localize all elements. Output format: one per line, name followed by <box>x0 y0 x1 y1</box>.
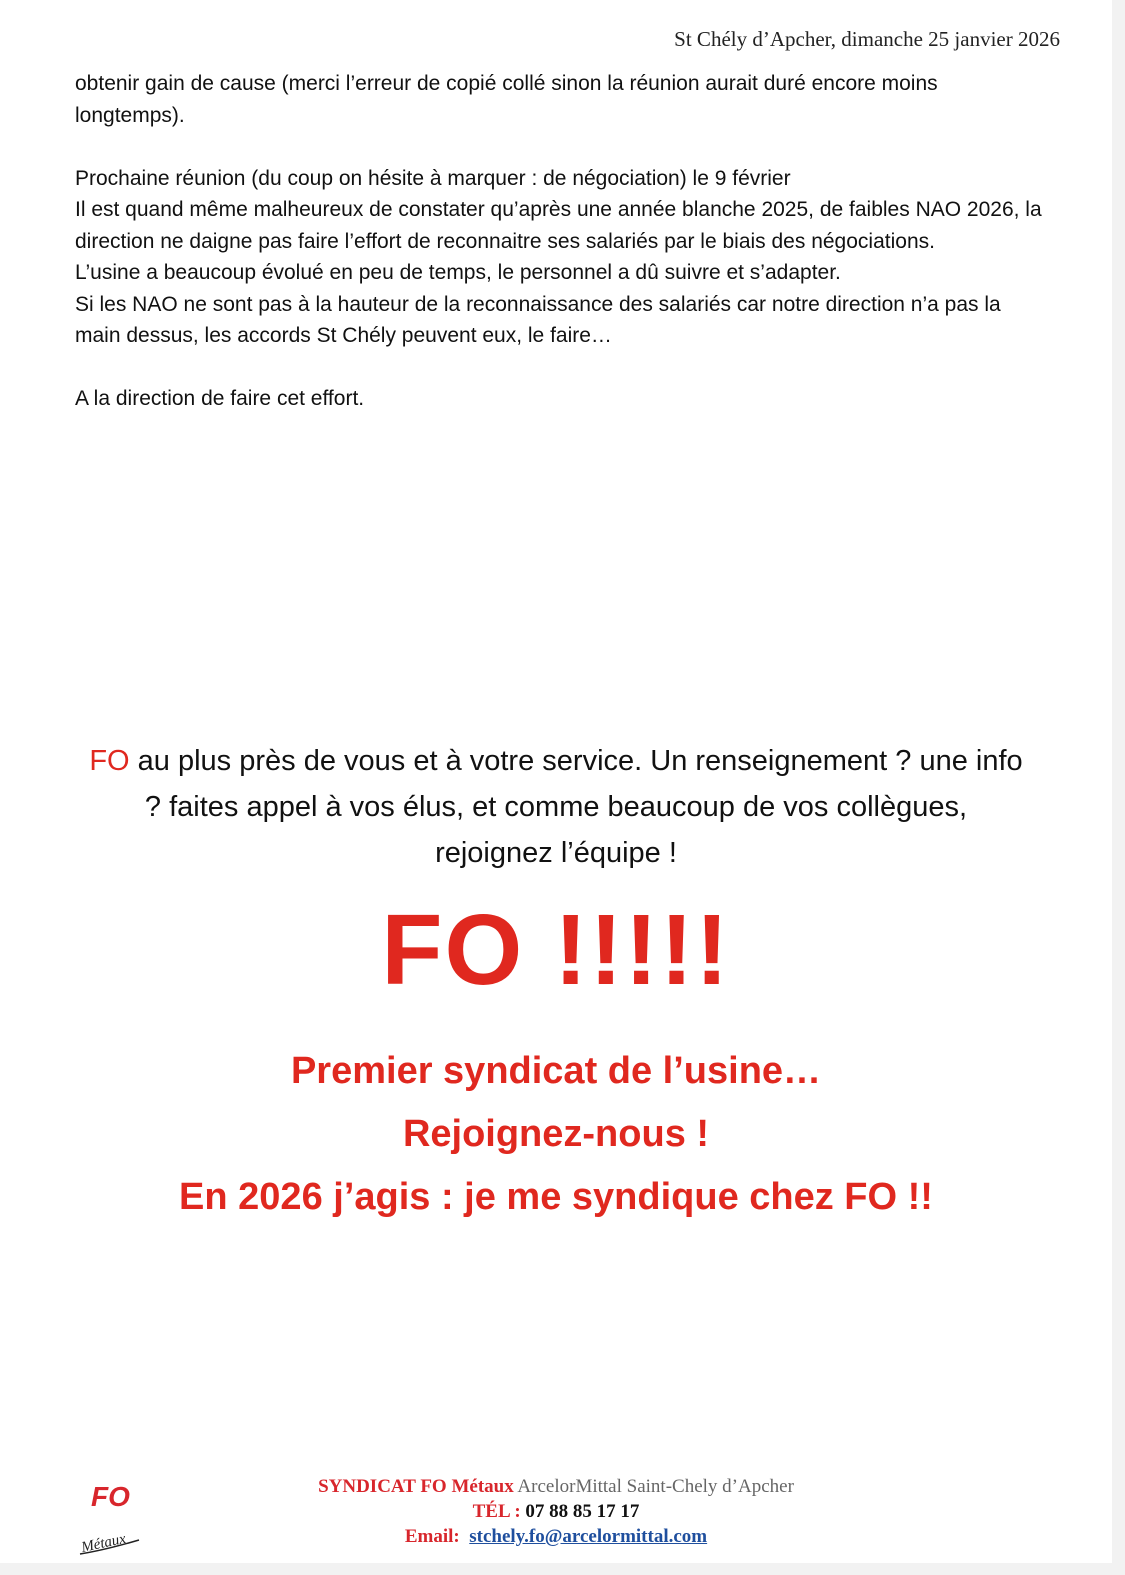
slogan: Rejoignez-nous ! <box>402 1113 710 1155</box>
svg-text:Métaux: Métaux <box>79 1530 128 1556</box>
fo-word: FO <box>89 745 130 777</box>
date-line: St Chély d’Apcher, dimanche 25 janvier 2026 <box>674 27 1060 51</box>
service-message <box>0 738 1112 876</box>
paragraph: L’usine a beaucoup évolué en peu de temps, le personnel a dû suivre et s’adapter. <box>75 261 841 284</box>
paragraph: Si les NAO ne sont pas à la hauteur de la reconnaissance des salariés car notre direction n’a pas la main dessus, les accords St Chély peuvent eux, le faire… <box>75 292 1001 347</box>
paragraph: A la direction de faire cet effort. <box>75 387 365 410</box>
org-site: ArcelorMittal Saint-Chely d’Apcher <box>513 1476 794 1497</box>
email-label: Email: <box>404 1526 470 1547</box>
tel-label: TÉL : <box>472 1501 526 1522</box>
footer <box>0 1474 1112 1549</box>
paragraph: Prochaine réunion (du coup on hésite à marquer : de négociation) le 9 février <box>75 166 791 190</box>
paragraph: obtenir gain de cause (merci l’erreur de copié collé sinon la réunion aurait duré encore moins longtemps). <box>75 72 938 127</box>
org-name: SYNDICAT FO Métaux <box>318 1476 514 1497</box>
slogan: Premier syndicat de l’usine… <box>290 1050 822 1092</box>
paragraph: Il est quand même malheureux de constater qu’après une année blanche 2025, de faibles NAO 2026, la direction ne daigne pas faire l’effort de reconnaitre ses salariés par le biais des négociations. <box>75 198 1042 253</box>
email-link[interactable]: stchely.fo@arcelormittal.com <box>469 1526 708 1547</box>
body-text <box>75 68 1075 415</box>
tel-number: 07 88 85 17 17 <box>525 1501 640 1522</box>
slogans <box>0 1040 1112 1229</box>
service-text: au plus près de vous et à votre service. Un renseignement ? une info ? faites appel à vos élus, et comme beaucoup de vos collègues, rejoignez l’équipe ! <box>129 745 1023 869</box>
fo-big-title: FO !!!!! <box>381 894 731 1006</box>
svg-text:FO: FO <box>91 1481 130 1512</box>
slogan: En 2026 j’agis : je me syndique chez FO !! <box>179 1176 933 1218</box>
